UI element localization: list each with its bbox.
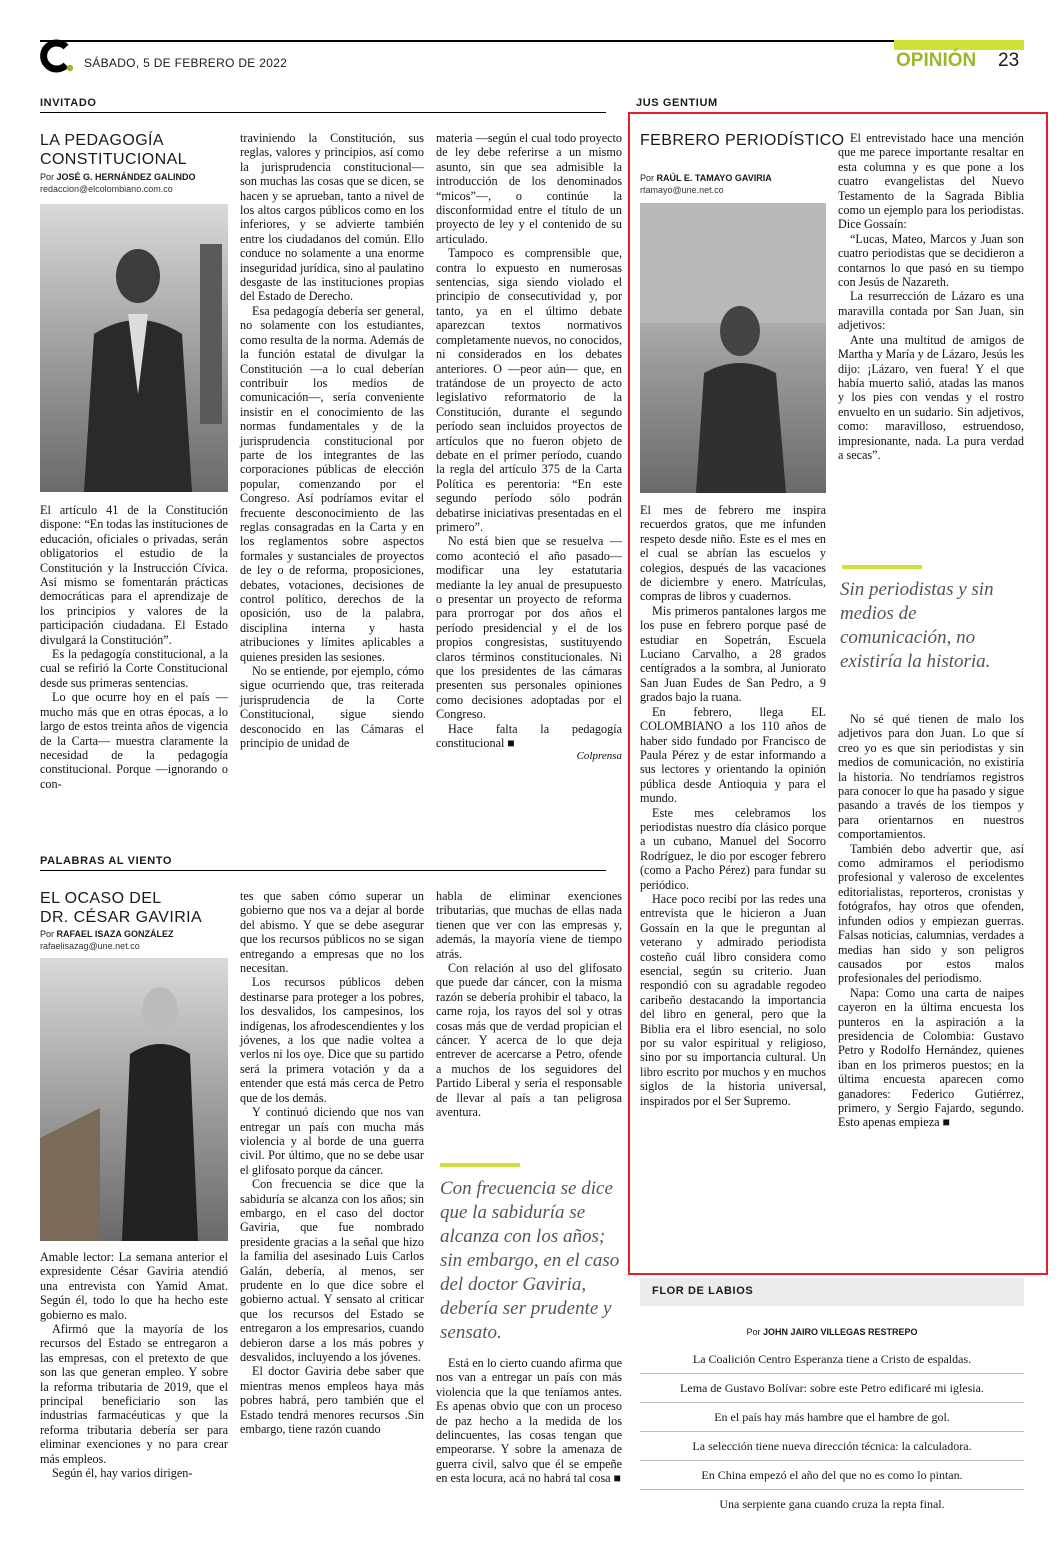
author-email[interactable]: redaccion@elcolombiano.com.co [40, 184, 173, 194]
article-column [436, 131, 622, 762]
author-photo [40, 204, 228, 492]
paragraph: materia —según el cual todo proyecto de ley debe referirse a un mismo asunto, sin que sea admisible la introducción de los denominados “micos”—, o continúe la disconformidad entre el título de un proyecto de ley y el contenido de su articulado. [436, 131, 622, 246]
paragraph: habla de eliminar exenciones tributarias, que muchas de ellas nada tienen que ver con las empresas y, además, la mayoría viene de tiempo atrás. [436, 889, 622, 961]
paragraph: Ante una multitud de amigos de Martha y María y de Lázaro, Jesús les dijo: ¡Lázaro, ven fuera! Y el que había muerto salió, atadas las manos y los pies con vendas y el rostro envuelto en un sudario. Sin adjetivos, como: maravilloso, estruendoso, impresionante, nada. La pura verdad a secas”. [838, 332, 1024, 462]
quip-line: Lema de Gustavo Bolívar: sobre este Petro edificaré mi iglesia. [640, 1381, 1024, 1403]
pull-quote: Con frecuencia se dice que la sabiduría se alcanza con los años; sin embargo, en el caso del doctor Gaviria, debería ser prudente y sensato. [440, 1178, 620, 1343]
kicker-jus-gentium: JUS GENTIUM [636, 97, 718, 109]
article-column [40, 1250, 228, 1481]
paragraph: No se entiende, por ejemplo, cómo sigue ocurriendo que, tras reiterada jurisprudencia de la Corte Constitucional, sigue siendo desconocido en las Cámaras el principio de unidad de [240, 664, 424, 751]
paragraph: Hace poco recibí por las redes una entrevista que le hicieron a Juan Gossaín en la que le preguntan al veterano y admirado periodista costeño cuál libro considera como esencial, según su criterio. Juan respondió con su agradable regodeo caribeño destacando la importancia del libro en general, pero que la Biblia era el libro esencial, no solo por su valor espiritual y religioso, sino por su importancia cultural. Un libro escrito por muchos y en muchos siglos de la historia universal, inspirados por el Ser Supremo. [640, 891, 826, 1108]
section-name: OPINIÓN [896, 50, 977, 71]
paragraph: El entrevistado hace una mención que me parece importante resaltar en esta columna y es que pone a los cuatro evangelistas del Nuevo Testamento de la Sagrada Biblia como un ejemplo para los periodistas. Dice Gossaín: [838, 131, 1024, 232]
article-column [40, 503, 228, 791]
author-name: RAFAEL ISAZA GONZÁLEZ [56, 929, 174, 939]
paragraph: En febrero, llega EL COLOMBIANO a los 110 años de haber sido fundado por Francisco de Paula Pérez y de estar informando a sus lectores y orientando la opinión pública desde Antioquia y para el mundo. [640, 704, 826, 806]
paragraph: Es la pedagogía constitucional, a la cual se refirió la Corte Constitucional desde sus primeras sentencias. [40, 647, 228, 690]
article-column [436, 889, 622, 1120]
paragraph: Lo que ocurre hoy en el país —mucho más que en otras épocas, a lo largo de estos treinta años de vigencia de la Carta— muestra claramente la necesidad de la pedagogía constitucional. Porque —ignorando o con- [40, 690, 228, 791]
byline-prefix: Por [746, 1327, 761, 1337]
quip-line: La Coalición Centro Esperanza tiene a Cristo de espaldas. [640, 1352, 1024, 1374]
portrait-silhouette-icon [640, 203, 826, 493]
author-photo [40, 958, 228, 1241]
paragraph: Mis primeros pantalones largos me los puse en febrero porque pasé de estudiar en Sopetrán, Escuela Luciano Carvalho, a 28 grados centígrados a la sombra, al Juniorato San Juan Eudes de San Pedro, a 9 grados bajo la ruana. [640, 603, 826, 705]
quip-line: Una serpiente gana cuando cruza la repta final. [719, 1497, 945, 1511]
title-line: DR. CÉSAR GAVIRIA [40, 909, 203, 926]
paragraph: Los recursos públicos deben destinarse para proteger a los pobres, los desvalidos, los campesinos, los indígenas, los afrodescendientes y los jóvenes, a los que nadie voltea a verlos ni los oye. Dice que su partido será la primera votación y da a entender que está más cerca de Petro que de los demás. [240, 975, 424, 1105]
article-title [40, 889, 202, 927]
article-title: FEBRERO PERIODÍSTICO [640, 132, 845, 149]
kicker-rule [40, 870, 606, 871]
portrait-silhouette-icon [40, 958, 228, 1241]
quip-line: En el país hay más hambre que el hambre de gol. [640, 1410, 1024, 1432]
pull-quote: Sin periodistas y sin medios de comunicación, no existiría la historia. [840, 579, 994, 672]
paragraph: Está en lo cierto cuando afirma que nos van a entregar un país con más violencia que la que teníamos antes. Es apenas obvio que con un proceso de paz hecho a la medida de los delincuentes, las cosas tengan que empeorarse. Y sobre la amenaza de guerra civil, salvo que él se empeñe en esta locura, acá no habrá tal cosa ■ [436, 1356, 622, 1486]
paragraph: También debo advertir que, así como admiramos el periodismo profesional y valeroso de excelentes editorialistas, reporteros, cronistas y fotógrafos, hay otros que ofenden, infunden odios y empiezan guerras. Falsas noticias, calumnias, verdades a medias han sido y son peligros causados por estos malos profesionales del periodismo. [838, 841, 1024, 986]
paragraph: Amable lector: La semana anterior el expresidente César Gaviria atendió una entrevista con Yamid Amat. Según él, todo lo que ha hecho este gobierno es malo. [40, 1250, 228, 1322]
paragraph: Hace falta la pedagogía constitucional ■ [436, 721, 622, 751]
paragraph: Esa pedagogía debería ser general, no solamente con los estudiantes, como resulta de la norma. Además de la función estatal de divulgar la Constitución —a lo cual deberían contribuir los medios de comunicación—, sería conveniente insistir en el conocimiento de las normas fundamentales y de la jurisprudencia constitucional por parte de los integrantes de las corporaciones públicas de elección popular, comenzando por el Congreso. Así podríamos evitar el frecuente desconocimiento de las reglas consagradas en la Carta y en los reglamentos sobre aspectos formales y sustanciales de proyectos de ley o de reforma, proposiciones, debates, votaciones, decisiones de control político, derechos de la oposición, uso de la palabra, disciplina interna y hasta atribuciones y límites aplicables a quienes presiden las sesiones. [240, 303, 424, 664]
author-name: JOSÉ G. HERNÁNDEZ GALINDO [56, 172, 196, 182]
kicker-palabras-al-viento: PALABRAS AL VIENTO [40, 855, 173, 867]
byline [40, 929, 174, 939]
author-email[interactable]: rtamayo@une.net.co [640, 185, 724, 195]
paragraph: Con relación al uso del glifosato que puede dar cáncer, con la misma razón se debería prohibir el tabaco, la carne roja, los rayos del sol y otras cosas más que de verdad propician el cáncer. Y acerca de lo que deja entrever de acercarse a Petro, ofende a muchos de los seguidores del Partido Liberal y sería el responsable de llevar al país a tan peligrosa aventura. [436, 961, 622, 1120]
paragraph: No está bien que se resuelva —como aconteció el año pasado— modificar una ley estatutaria mediante la ley anual de presupuesto o presentar un proyecto de reforma para prorrogar por dos años el período presidencial y el de los propios congresistas, sustituyendo claros términos constitucionales. Ni que los presidentes de las cámaras presenten sus personales opiniones como decisiones adoptadas por el Congreso. [436, 534, 622, 722]
byline [640, 173, 772, 183]
kicker-rule [40, 112, 606, 113]
pull-quote-bar [842, 565, 922, 569]
byline-prefix: Por [40, 172, 55, 182]
byline [40, 172, 196, 182]
issue-date: SÁBADO, 5 DE FEBRERO DE 2022 [84, 56, 288, 70]
quip-line: La selección tiene nueva dirección técnica: la calculadora. [640, 1439, 1024, 1461]
portrait-silhouette-icon [40, 204, 228, 492]
byline-prefix: Por [40, 929, 55, 939]
author-photo [640, 203, 826, 493]
title-line: CONSTITUCIONAL [40, 151, 187, 168]
kicker-invitado: INVITADO [40, 97, 97, 109]
author-email[interactable]: rafaelisazag@une.net.co [40, 941, 140, 951]
paragraph: La resurrección de Lázaro es una maravilla contada por San Juan, sin adjetivos: [838, 289, 1024, 333]
author-name: JOHN JAIRO VILLEGAS RESTREPO [763, 1327, 918, 1337]
article-column [838, 131, 1024, 462]
pull-quote-bar [440, 1163, 520, 1167]
paragraph: El doctor Gaviria debe saber que mientras menos empleos haya más pobres habrá, pero también que el Estado tendrá menores recursos .Sin embargo, tiene razón cuando [240, 1364, 424, 1437]
paragraph: Afirmó que la mayoría de los recursos del Estado se entregaron a las empresas, con el pretexto de que son las que generan empleo. Y sobre la reforma tributaria de 2019, que el principal beneficiario son las industrias farmacéuticas y que la reforma tributaria debería ser para eliminar exenciones y no para crear más empleos. [40, 1322, 228, 1466]
paragraph: Este mes celebramos los periodistas nuestro día clásico porque a un cubano, Manuel del Socorro Rodríguez, le dio por escoger febrero (como a Pacho Pérez) para fundar su periódico. [640, 805, 826, 892]
article-column [640, 503, 826, 1108]
author-name: RAÚL E. TAMAYO GAVIRIA [656, 173, 772, 183]
paragraph: El artículo 41 de la Constitución dispone: “En todas las instituciones de educación, oficiales o privadas, serán obligatorios el estudio de la Constitución y la Instrucción Cívica. Así mismo se fomentarán prácticas democráticas para el aprendizaje de los principios y valores de la participación ciudadana. El Estado divulgará la Constitución”. [40, 503, 228, 647]
newspaper-logo-icon [40, 38, 76, 74]
article-column [838, 712, 1024, 1130]
paragraph: No sé qué tienen de malo los adjetivos para don Juan. Lo que sí creo yo es que sin periodistas y sin medios de comunicación, no existiría la historia. No tendríamos registros para conocer lo que ha pasado y sigue pasando a través de los tiempos y para orientarnos en nuestros comportamientos. [838, 712, 1024, 842]
paragraph: El mes de febrero me inspira recuerdos gratos, que me infunden respeto desde niño. Este es el mes en el cual se abrían las escuelos y colegios, después de las vacaciones de diciembre y enero. Matrículas, compras de libros y cuadernos. [640, 503, 826, 604]
paragraph: Con frecuencia se dice que la sabiduría se alcanza con los años; sin embargo, en el caso del doctor Gaviria, que fue nombrado presidente gracias a la señal que hizo la familia del asesinado Luis Carlos Galán, debería, al menos, ser prudente en lo que dice sobre el gobierno actual. Y sensato al criticar que los recursos del Estado se entregaron a los empresarios, cuando debieron darse a los más pobres y desvalidos, incluyendo a los jóvenes. [240, 1177, 424, 1364]
paragraph: “Lucas, Mateo, Marcos y Juan son cuatro periodistas que se decidieron a contarnos lo que pasó en su tiempo con Jesús de Nazareth. [838, 231, 1024, 290]
article-column [240, 889, 424, 1436]
paragraph: Según él, hay varios dirigen- [52, 1466, 193, 1481]
article-column [240, 131, 424, 750]
title-line: EL OCASO DEL [40, 890, 162, 907]
byline [640, 1327, 1024, 1337]
paragraph: traviniendo la Constitución, sus reglas, valores y principios, así como la jurisprudencia constitucional— son muchas las cosas que se dicen, se hacen y se aprueban, tanto a nivel de los altos cargos públicos como en los inferiores, y se advierte también entre los ciudadanos del común. Ello conduce no solamente a una enorme inseguridad jurídica, sino al paulatino desgaste de las instituciones propias del Estado de Derecho. [240, 131, 424, 304]
paragraph: Y continuó diciendo que nos van entregar un país con mucha más violencia y al borde de una guerra civil. Por último, que no se debe usar el glifosato porque da cáncer. [240, 1105, 424, 1177]
byline-prefix: Por [640, 173, 655, 183]
quip-line: En China empezó el año del que no es como lo pintan. [640, 1468, 1024, 1490]
article-column [436, 1356, 622, 1486]
paragraph: Napa: Como una carta de naipes cayeron en la última encuesta los punteros en la aspiración a la presidencia de Colombia: Gustavo Petro y Rodolfo Hernández, quienes iban en los primeros puestos; en la última encuesta aparecen como ganadores: Federico Gutiérrez, primero, y Sergio Fajardo, segundo. Esto apenas empieza ■ [838, 985, 1024, 1130]
paragraph: tes que saben cómo superar un gobierno que nos va a dejar al borde del abismo. Y que se debe asegurar que los recursos públicos no se sigan entregando a empresas que no los necesitan. [240, 889, 424, 976]
section-accent-bar [894, 40, 1024, 50]
title-line: LA PEDAGOGÍA [40, 132, 164, 149]
photo-credit: Colprensa [576, 750, 622, 763]
paragraph: Tampoco es comprensible que, contra lo expuesto en numerosas sentencias, siga siendo violado el principio de consecutividad y, por tanto, ya en el último debate aparezcan textos normativos completamente nuevos, no conocidos, ni considerados en los debates anteriores. O —peor aún— que, en tratándose de un proyecto de acto legislativo reformatorio de la Constitución, durante el segundo período sean incluidos proyectos de artículos que no fueron objeto de debate en el primer período, cuando la regla del artículo 375 de la Carta Política es perentoria: “En este segundo período sólo podrán debatirse iniciativas presentadas en el primero”. [436, 246, 622, 534]
kicker-flor-de-labios: FLOR DE LABIOS [652, 1285, 754, 1297]
page-number: 23 [998, 50, 1020, 71]
article-title [40, 131, 187, 169]
header-rule [40, 40, 1024, 42]
